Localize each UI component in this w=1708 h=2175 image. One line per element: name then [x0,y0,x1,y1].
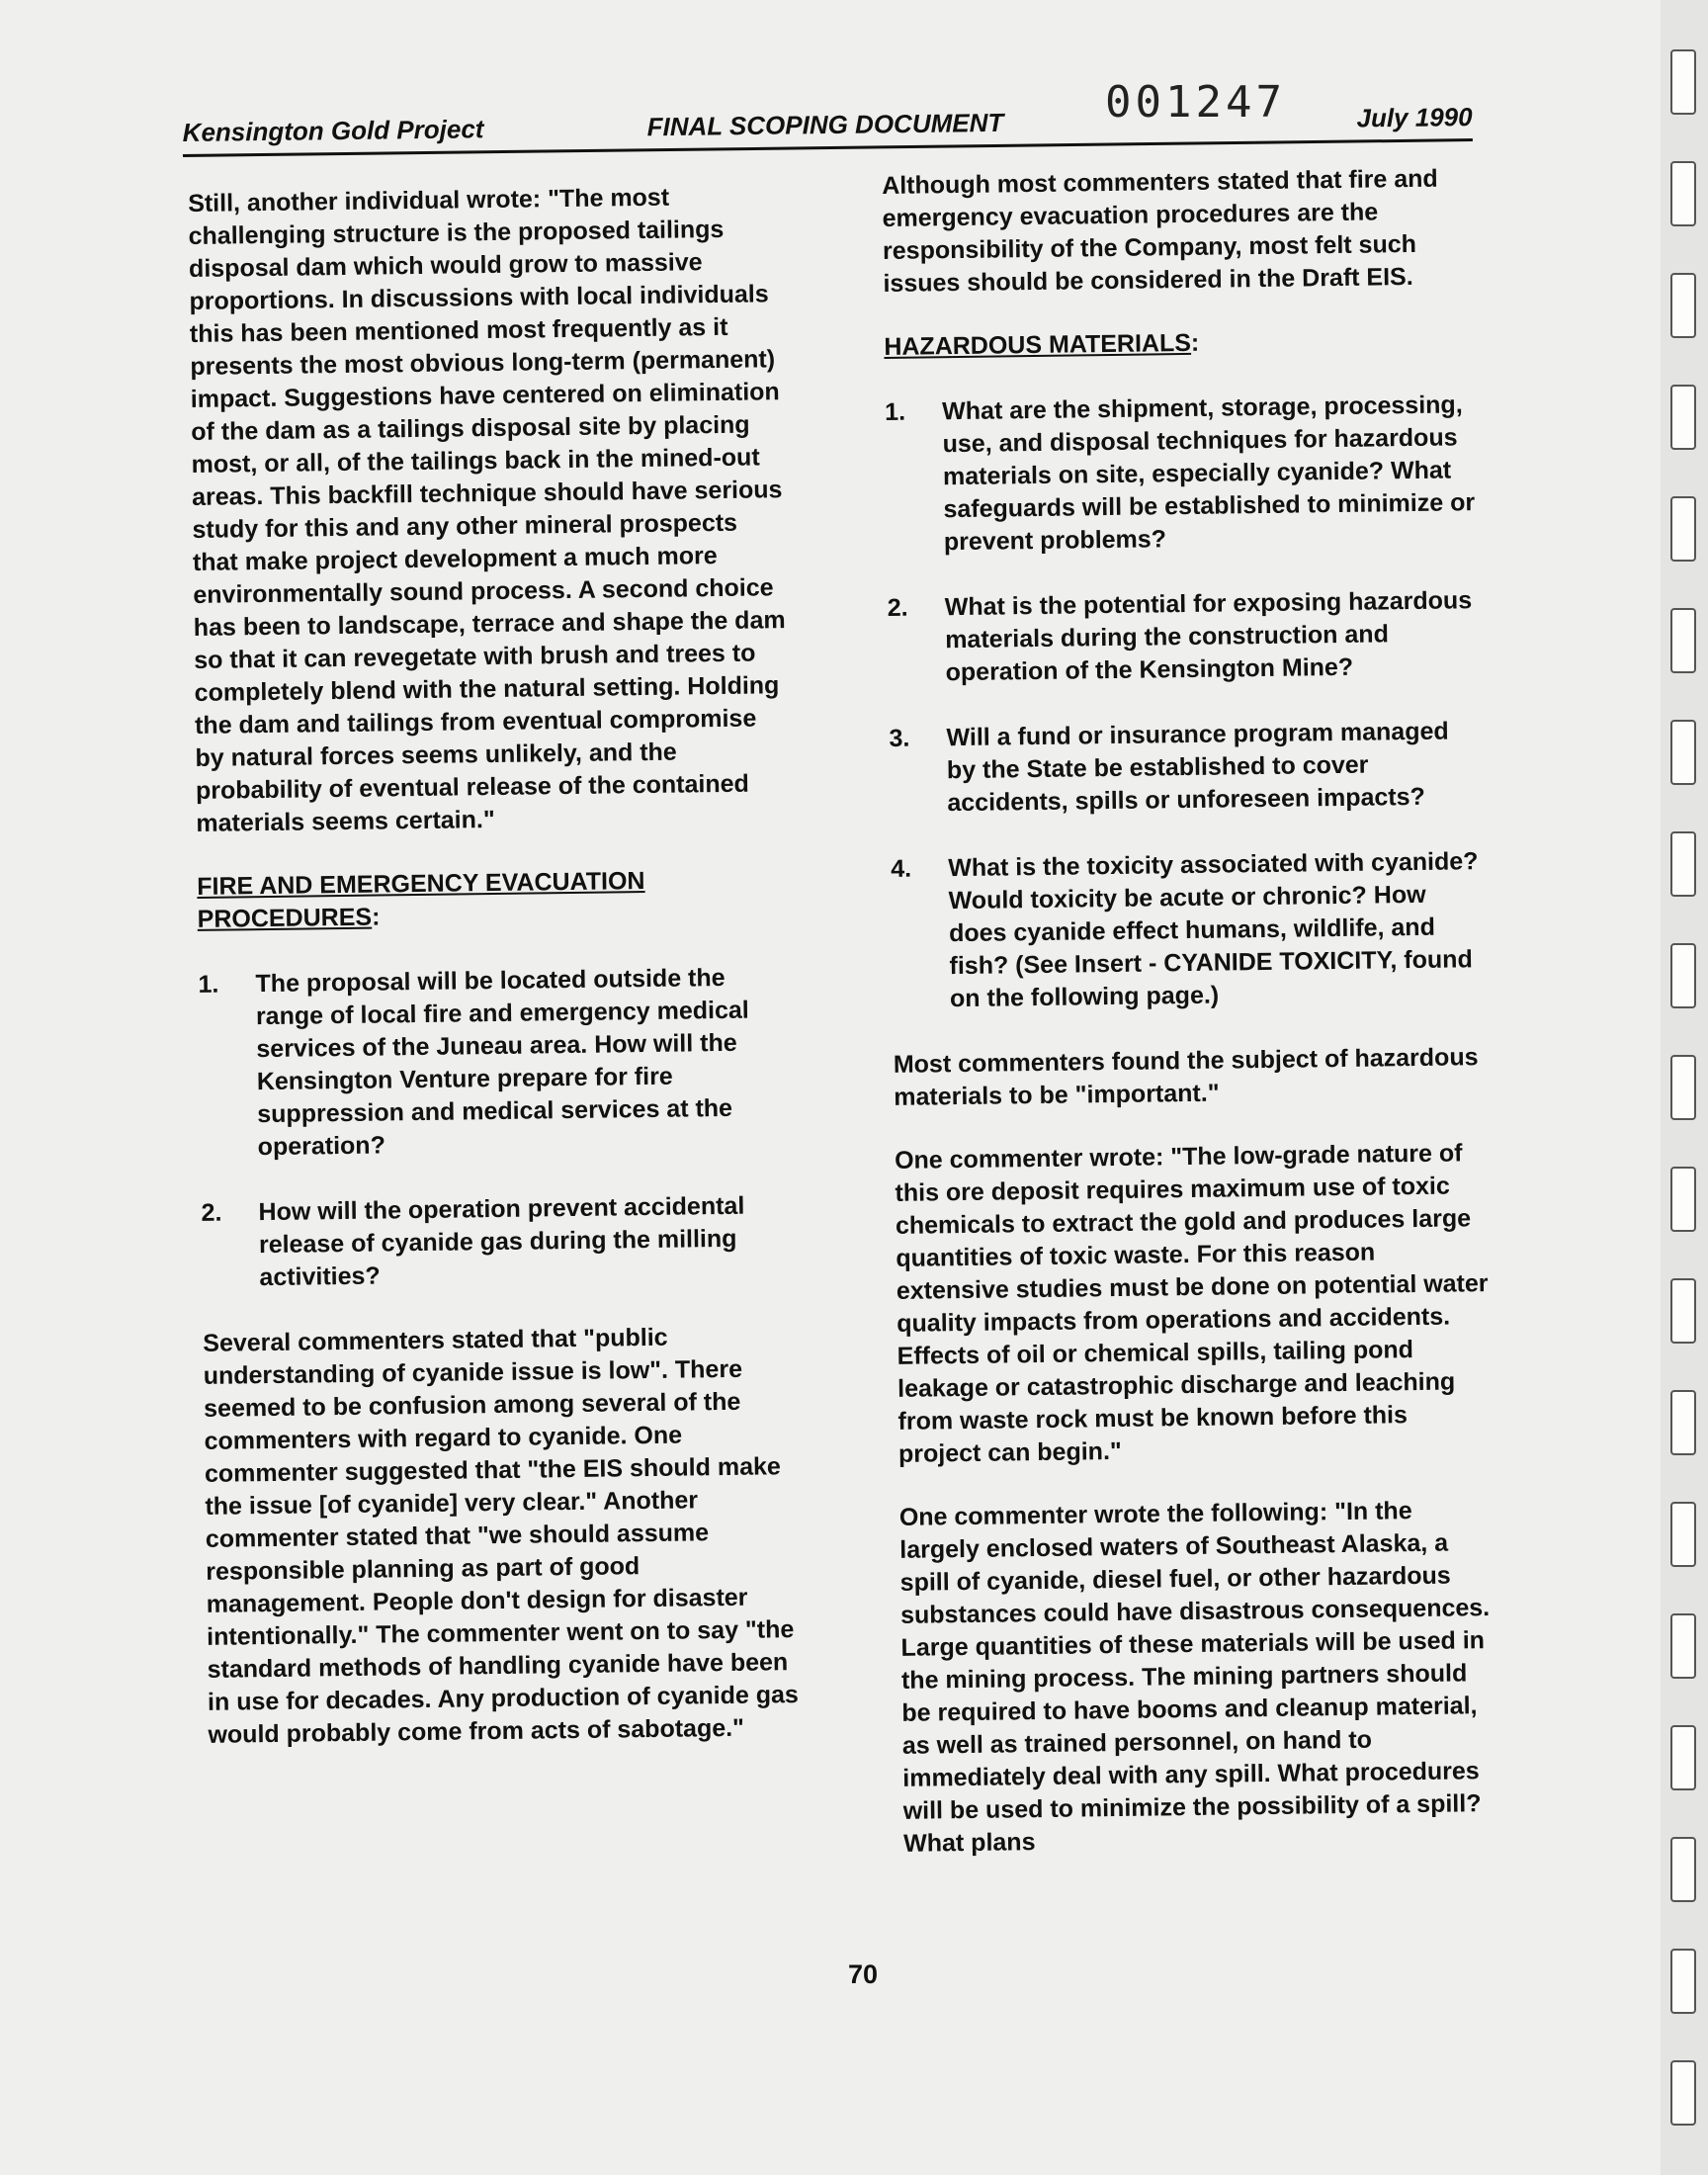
hazardous-materials-heading-colon: : [1190,328,1200,357]
list-item [889,715,1483,821]
binder-spine [1661,0,1708,2175]
fire-evacuation-heading [197,863,791,936]
list-item-text: Will a fund or insurance program managed by the State be established to cover accidents, spills or unforeseen impacts? [946,717,1449,818]
page-number: 70 [848,1959,879,1989]
header-project-name: Kensington Gold Project [182,114,484,148]
left-column [188,180,802,1783]
binder-tab [1670,385,1696,450]
list-item-number: 1. [198,970,219,999]
fire-evacuation-heading-colon: : [371,903,381,931]
list-item-number: 2. [887,593,908,622]
binder-tab [1670,1502,1696,1567]
binder-tab [1670,720,1696,785]
list-item [885,389,1480,560]
cyanide-understanding-paragraph: Several commenters stated that "public understanding of cyanide issue is low". There seemed to be confusion among several of the commenters with regard to cyanide. One commenter suggested that "the EIS should make the issue [of cyanide] very clear." Another commenter stated that "we should assume responsible planning as part of good management. People don't design for disaster intentionally." The commenter went on to say "the standard methods of handling cyanide have been in use for decades. Any production of cyanide gas would probably come from acts of sabotage." [203,1323,799,1749]
binder-tab [1670,49,1696,115]
binder-tab [1670,1725,1696,1790]
ore-deposit-quote-paragraph: One commenter wrote: "The low-grade nature of this ore deposit requires maximum use of toxic chemicals to extract the gold and produces large quantities of toxic waste. For this reason extensive studies must be done on potential water quality impacts from operations and accidents. Effects of oil or chemical spills, tailing pond leakage or catastrophic discharge and leaching from waste rock must be known before this project can begin." [894,1139,1489,1468]
fire-summary-paragraph: Although most commenters stated that fire and emergency evacuation procedures are the responsibility of the Company, most felt such issues should be considered in the Draft EIS. [882,164,1438,298]
spill-quote-paragraph: One commenter wrote the following: "In the largely enclosed waters of Southeast Alaska, a spill of cyanide, diesel fuel, or other hazardous substances could have disastrous consequences. Large quantities of these materials will be used in the mining process. The mining partners should be required to have booms and cleanup material, as well as trained personnel, on hand to immediately deal with any spill. What procedures will be used to minimize the possibility of a spill? What plans [898,1497,1491,1858]
page-header [182,91,1473,157]
list-item-number: 4. [891,854,912,883]
fire-evacuation-heading-text: FIRE AND EMERGENCY EVACUATION PROCEDURES [197,867,645,933]
hazard-questions-list [885,389,1486,1016]
binder-tab [1670,2060,1696,2126]
binder-tab [1670,161,1696,226]
binder-tab [1670,1055,1696,1120]
binder-tab [1670,1837,1696,1902]
binder-tab [1670,831,1696,897]
list-item [888,584,1482,690]
binder-tab [1670,496,1696,562]
list-item [201,1189,795,1295]
list-item-text: What is the potential for exposing hazardous materials during the construction and operation of the Kensington Mine? [944,586,1473,687]
binder-tab [1670,1949,1696,2014]
list-item [891,845,1486,1016]
list-item-text: What are the shipment, storage, processing, use, and disposal techniques for hazardous materials on site, especially cyanide? What safeguards will be established to minimize or prevent problems? [942,391,1476,557]
list-item-text: The proposal will be located outside the range of local fire and emergency medical services of the Juneau area. How will the Kensington Venture prepare for fire suppression and medical services at the operation? [255,963,749,1162]
binder-tab [1670,273,1696,338]
importance-paragraph: Most commenters found the subject of hazardous materials to be "important." [893,1043,1479,1111]
binder-tab [1670,943,1696,1008]
tailings-quote-paragraph: Still, another individual wrote: "The most challenging structure is the proposed tailings disposal dam which would grow to massive proportions. In discussions with local individuals this has been mentioned most frequently as it presents the most obvious long-term (permanent) impact. Suggestions have centered on elimination of the dam as a tailings disposal site by placing most, or all, of the tailings back in the mined-out areas. This backfill technique should have serious study for this and any other mineral prospects that make project development a much more environmentally sound process. A second choice has been to landscape, terrace and shape the dam so that it can revegetate with brush and trees to completely blend with the natural setting. Holding the dam and tailings from eventual compromise by natural forces seems unlikely, and the probability of eventual release of the contained materials seems certain." [188,183,786,837]
fire-questions-list [198,961,795,1295]
list-item-number: 2. [201,1198,222,1227]
bates-stamp: 001247 [1105,77,1286,128]
binder-tab [1670,608,1696,673]
binder-tab [1670,1167,1696,1232]
hazardous-materials-heading [884,323,1477,364]
binder-tab [1670,1613,1696,1679]
binder-tab [1670,1278,1696,1344]
binder-tab [1670,1390,1696,1455]
list-item [198,961,794,1165]
header-document-title: FINAL SCOPING DOCUMENT [646,107,1004,142]
right-column [882,162,1497,1891]
list-item-number: 3. [889,724,910,752]
hazardous-materials-heading-text: HAZARDOUS MATERIALS [884,328,1192,361]
list-item-number: 1. [885,397,906,426]
header-date: July 1990 [1356,102,1473,133]
list-item-text: What is the toxicity associated with cyanide? Would toxicity be acute or chronic? How does cyanide effect humans, wildlife, and fish? (See Insert - CYANIDE TOXICITY, found on the following page.) [948,847,1479,1013]
list-item-text: How will the operation prevent accidental release of cyanide gas during the milling activities? [258,1191,745,1292]
